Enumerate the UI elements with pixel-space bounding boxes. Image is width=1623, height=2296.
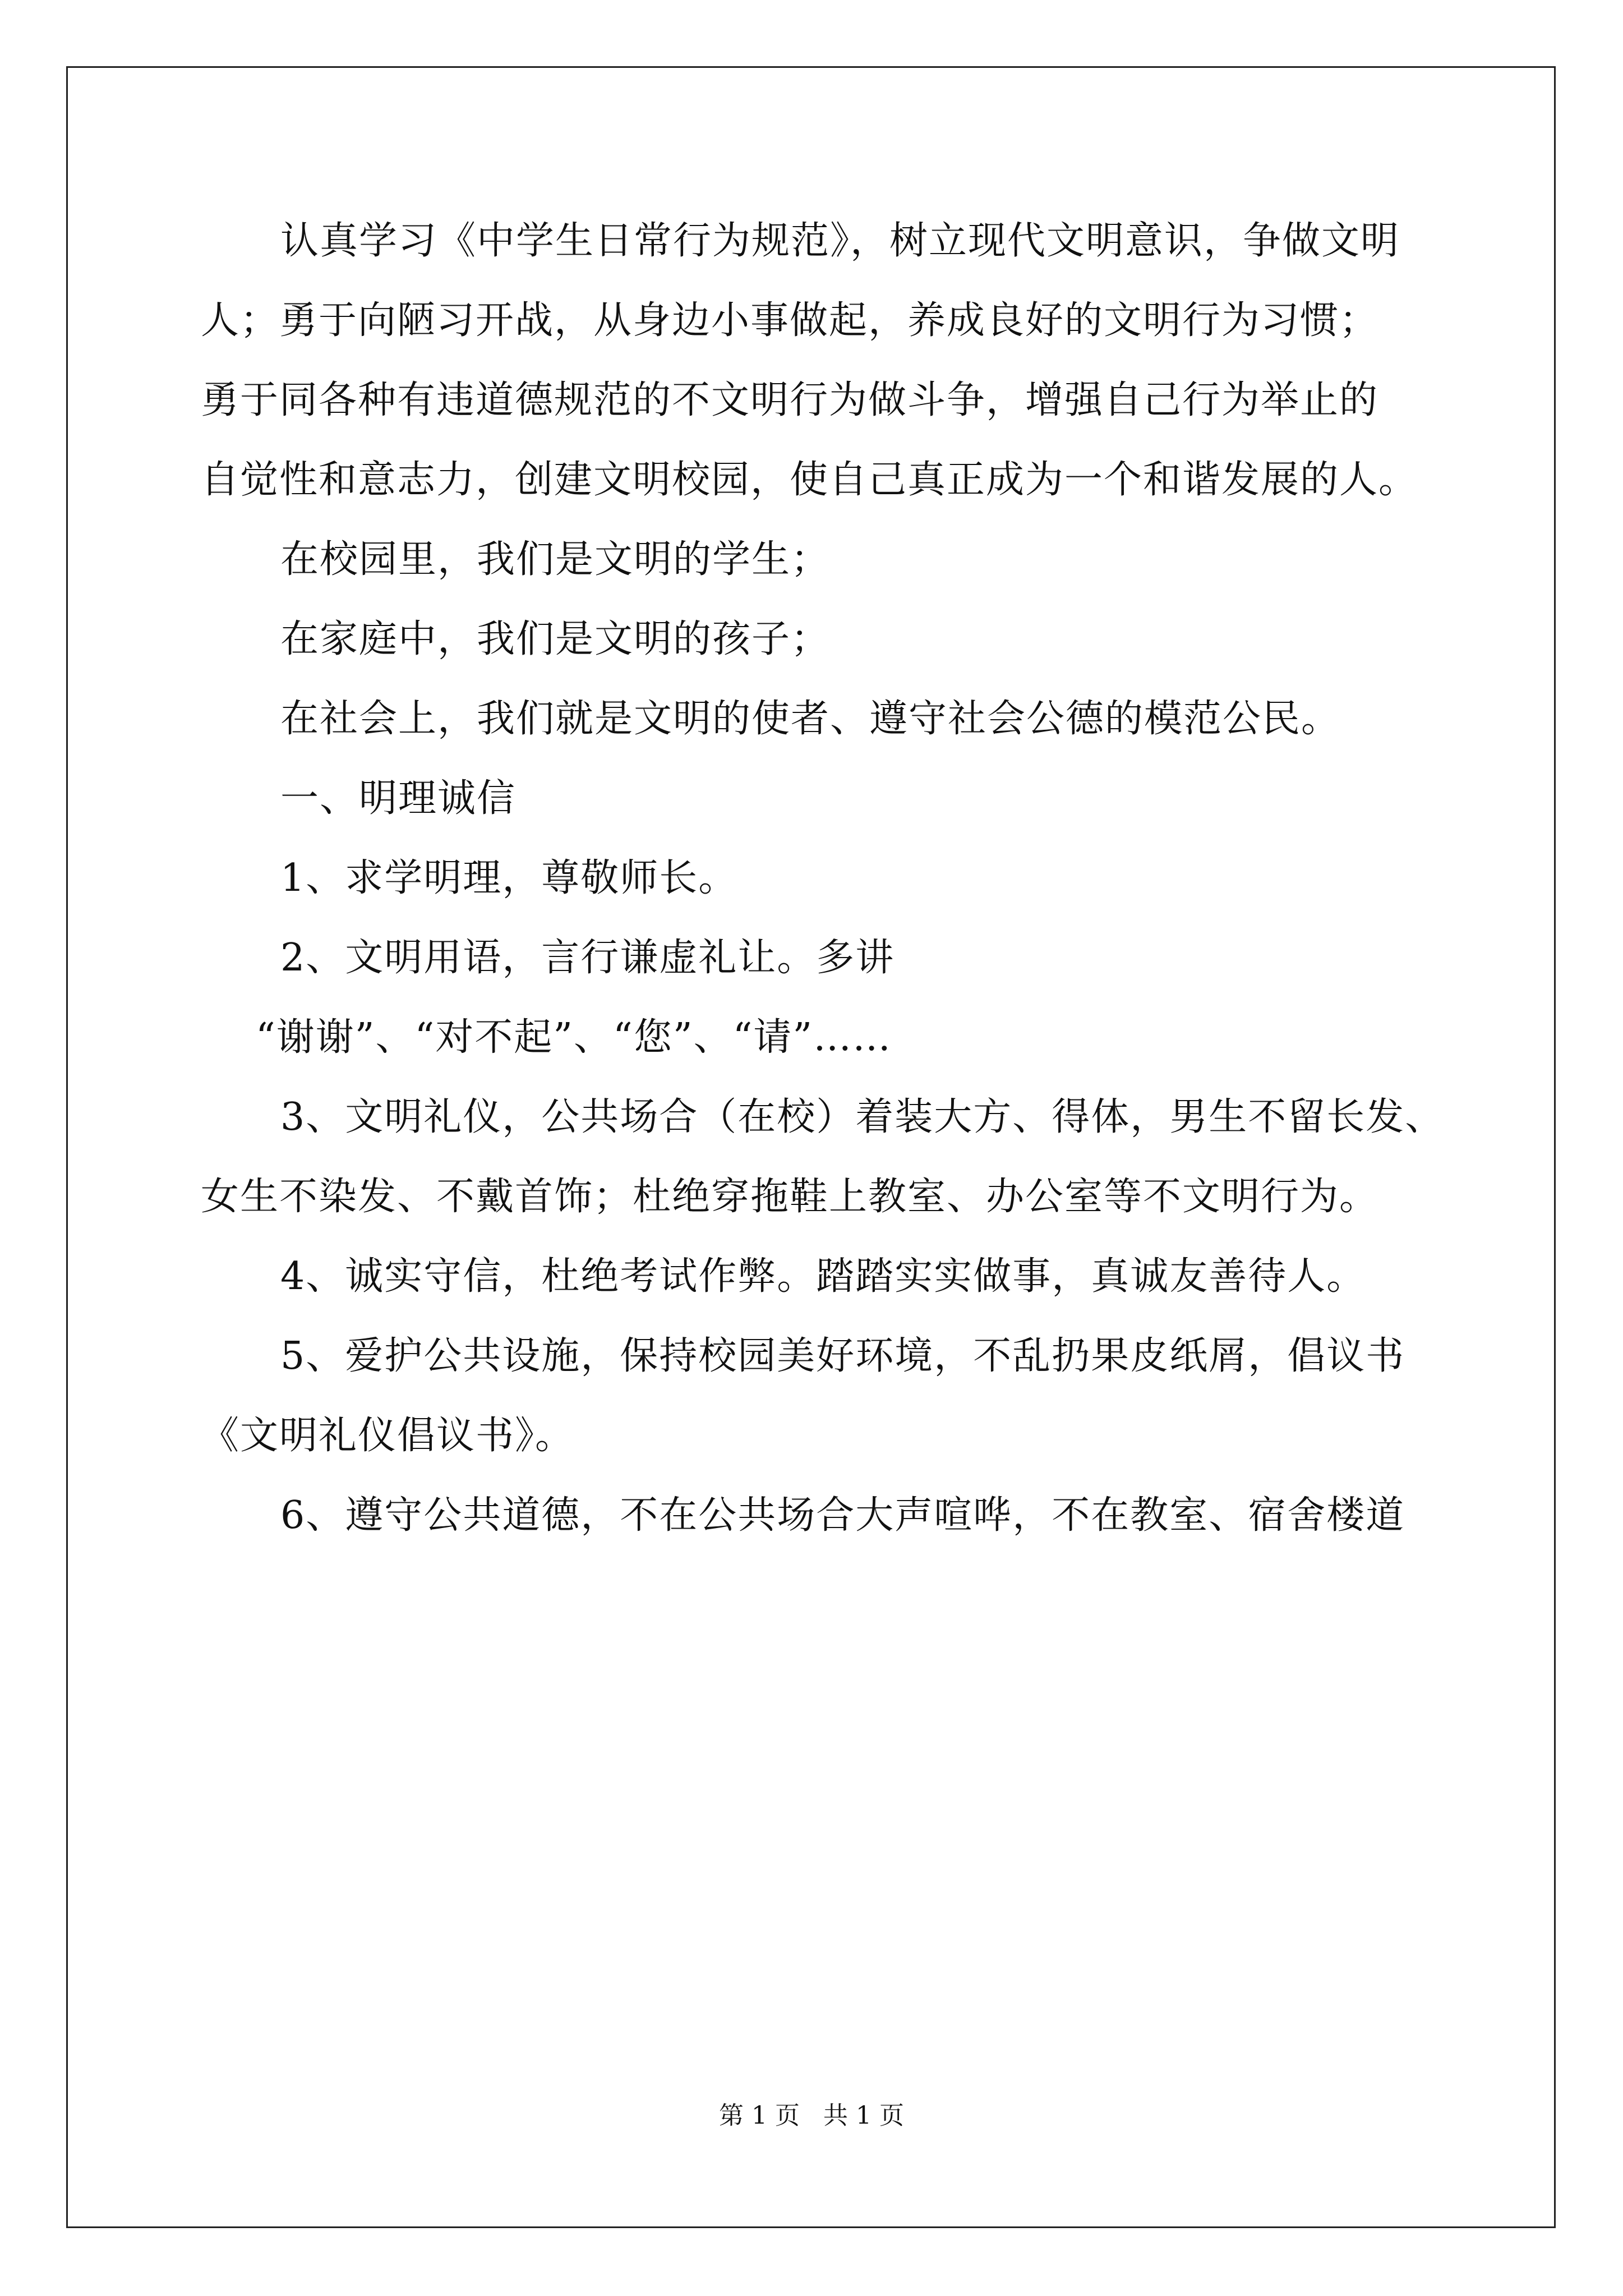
paragraph-line: 在社会上，我们就是文明的使者、遵守社会公德的模范公民。	[280, 697, 1341, 741]
paragraph-line: 人；勇于向陋习开战，从身边小事做起，养成良好的文明行为习惯；	[201, 298, 1379, 343]
list-item: 4、诚实守信，杜绝考试作弊。踏踏实实做事，真诚友善待人。	[280, 1254, 1366, 1299]
page-footer: 第 1 页 共 1 页	[719, 2101, 904, 2130]
paragraph-line: 在家庭中，我们是文明的孩子；	[280, 617, 831, 661]
section-heading: 一、明理诚信	[280, 776, 517, 821]
paragraph-line: 自觉性和意志力，创建文明校园，使自己真正成为一个和谐发展的人。	[201, 458, 1418, 502]
paragraph-line: “谢谢”、“对不起”、“您”、“请”……	[256, 1015, 892, 1060]
paragraph-line: 《文明礼仪倡议书》。	[201, 1414, 575, 1458]
paragraph-line: 认真学习《中学生日常行为规范》，树立现代文明意识，争做文明	[280, 219, 1400, 263]
list-item: 2、文明用语，言行谦虚礼让。多讲	[280, 936, 895, 980]
paragraph-line: 勇于同各种有违道德规范的不文明行为做斗争，增强自己行为举止的	[201, 378, 1379, 422]
list-item: 3、文明礼仪，公共场合（在校）着装大方、得体，男生不留长发、	[280, 1095, 1445, 1139]
list-item: 1、求学明理，尊敬师长。	[280, 856, 738, 900]
list-item: 6、遵守公共道德，不在公共场合大声喧哗，不在教室、宿舍楼道	[280, 1493, 1405, 1538]
paragraph-line: 在校园里，我们是文明的学生；	[280, 537, 831, 582]
paragraph-line: 女生不染发、不戴首饰；杜绝穿拖鞋上教室、办公室等不文明行为。	[201, 1175, 1379, 1219]
list-item: 5、爱护公共设施，保持校园美好环境，不乱扔果皮纸屑，倡议书	[280, 1334, 1405, 1378]
